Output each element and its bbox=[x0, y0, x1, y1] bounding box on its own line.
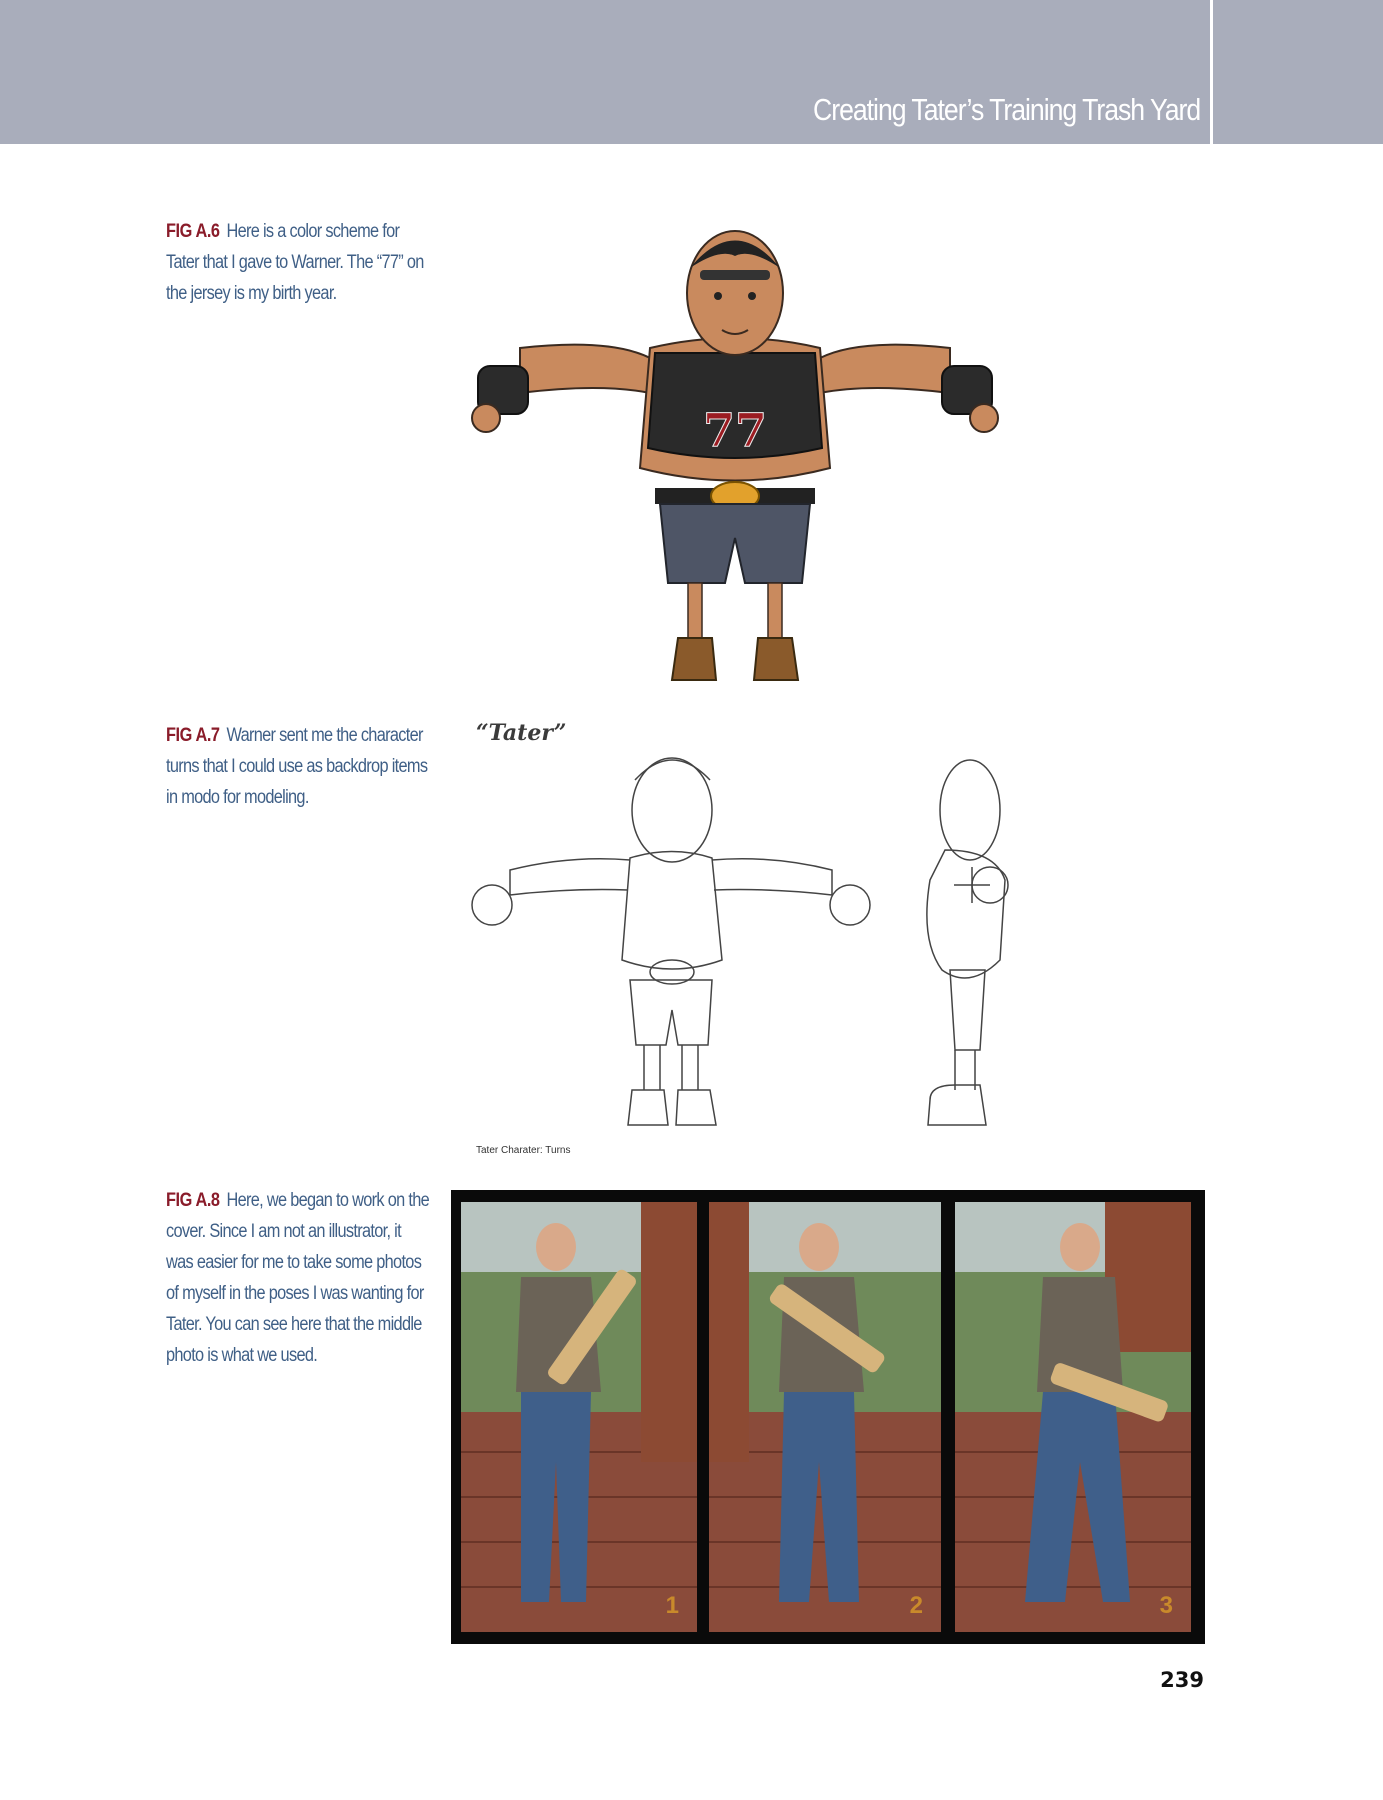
figure-label: FIG A.6 bbox=[166, 221, 220, 242]
pose-photo-3 bbox=[955, 1202, 1191, 1632]
figure-caption-a6 bbox=[166, 216, 431, 309]
pose-photo-1 bbox=[461, 1202, 697, 1632]
jersey-number: 77 bbox=[702, 403, 768, 457]
pose-photo-2 bbox=[709, 1202, 941, 1632]
caption-text: Here, we began to work on the cover. Since I am not an illustrator, it was easier for me to take some photos of myself in the poses I was wanting for Tater. You can see here that the middle photo is what we used. bbox=[166, 1190, 430, 1366]
figure-caption-a8 bbox=[166, 1185, 431, 1371]
caption-text: Here is a color scheme for Tater that I gave to Warner. The “77” on the jersey is my birth year. bbox=[166, 221, 424, 304]
sheet-caption: Tater Charater: Turns bbox=[476, 1145, 571, 1156]
photo-number: 1 bbox=[665, 1592, 679, 1619]
figure-label: FIG A.7 bbox=[166, 725, 220, 746]
pose-photo-strip bbox=[451, 1190, 1205, 1644]
header-divider bbox=[1210, 0, 1213, 144]
caption-text: Warner sent me the character turns that I could use as backdrop items in modo for modeling. bbox=[166, 725, 428, 808]
figure-label: FIG A.8 bbox=[166, 1190, 220, 1211]
figure-caption-a7 bbox=[166, 720, 431, 813]
photo-number: 3 bbox=[1159, 1592, 1173, 1619]
sheet-title: “Tater” bbox=[476, 720, 567, 746]
tater-color-illustration bbox=[450, 218, 1020, 694]
tater-character-turns-sheet bbox=[450, 720, 1050, 1160]
photo-number: 2 bbox=[909, 1592, 923, 1619]
page-number: 239 bbox=[1160, 1668, 1204, 1692]
running-head: Creating Tater’s Training Trash Yard bbox=[812, 92, 1200, 127]
